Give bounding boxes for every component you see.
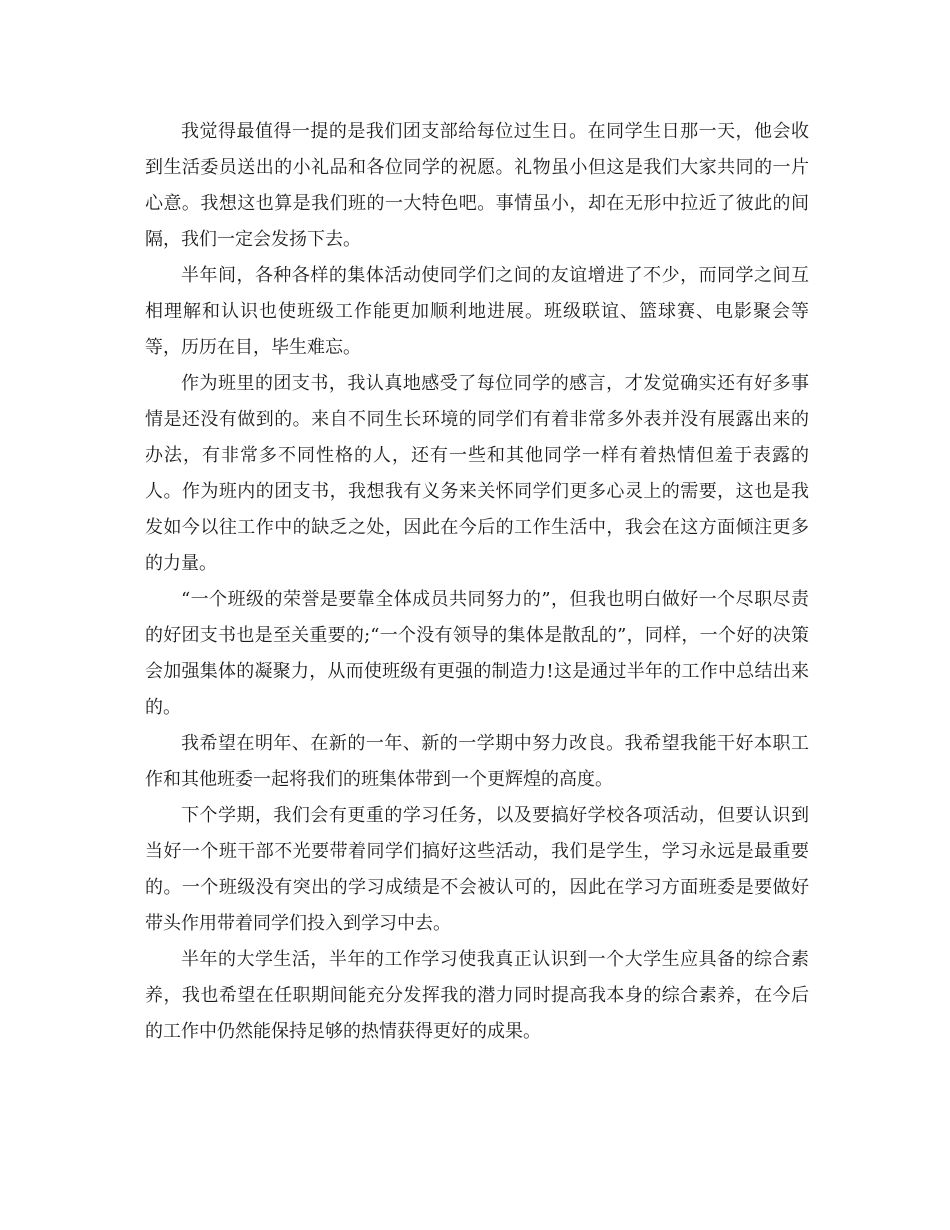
paragraph-4: “一个班级的荣誉是要靠全体成员共同努力的”，但我也明白做好一个尽职尽责的好团支书也是至关重要的;“一个没有领导的集体是散乱的”，同样，一个好的决策会加强集体的凝聚力，从而使班级有更强的制造力!这是通过半年的工作中总结出来的。 (145, 589, 809, 718)
document-body (145, 114, 809, 1050)
paragraph-6: 下个学期，我们会有更重的学习任务，以及要搞好学校各项活动，但要认识到当好一个班干部不光要带着同学们搞好这些活动，我们是学生，学习永远是最重要的。一个班级没有突出的学习成绩是不会被认可的，因此在学习方面班委是要做好带头作用带着同学们投入到学习中去。 (145, 805, 809, 934)
paragraph-7: 半年的大学生活，半年的工作学习使我真正认识到一个大学生应具备的综合素养，我也希望在任职期间能充分发挥我的潜力同时提高我本身的综合素养，在今后的工作中仍然能保持足够的热情获得更好的成果。 (145, 949, 809, 1042)
paragraph-1: 我觉得最值得一提的是我们团支部给每位过生日。在同学生日那一天，他会收到生活委员送出的小礼品和各位同学的祝愿。礼物虽小但这是我们大家共同的一片心意。我想这也算是我们班的一大特色吧。事情虽小，却在无形中拉近了彼此的间隔，我们一定会发扬下去。 (145, 121, 809, 250)
paragraph-2: 半年间，各种各样的集体活动使同学们之间的友谊增进了不少，而同学之间互相理解和认识也使班级工作能更加顺利地进展。班级联谊、篮球赛、电影聚会等等，历历在目，毕生难忘。 (145, 265, 809, 358)
paragraph-3: 作为班里的团支书，我认真地感受了每位同学的感言，才发觉确实还有好多事情是还没有做到的。来自不同生长环境的同学们有着非常多外表并没有展露出来的办法，有非常多不同性格的人，还有一些和其他同学一样有着热情但羞于表露的人。作为班内的团支书，我想我有义务来关怀同学们更多心灵上的需要，这也是我发如今以往工作中的缺乏之处，因此在今后的工作生活中，我会在这方面倾注更多的力量。 (145, 373, 809, 574)
paragraph-5: 我希望在明年、在新的一年、新的一学期中努力改良。我希望我能干好本职工作和其他班委一起将我们的班集体带到一个更辉煌的高度。 (145, 733, 809, 790)
